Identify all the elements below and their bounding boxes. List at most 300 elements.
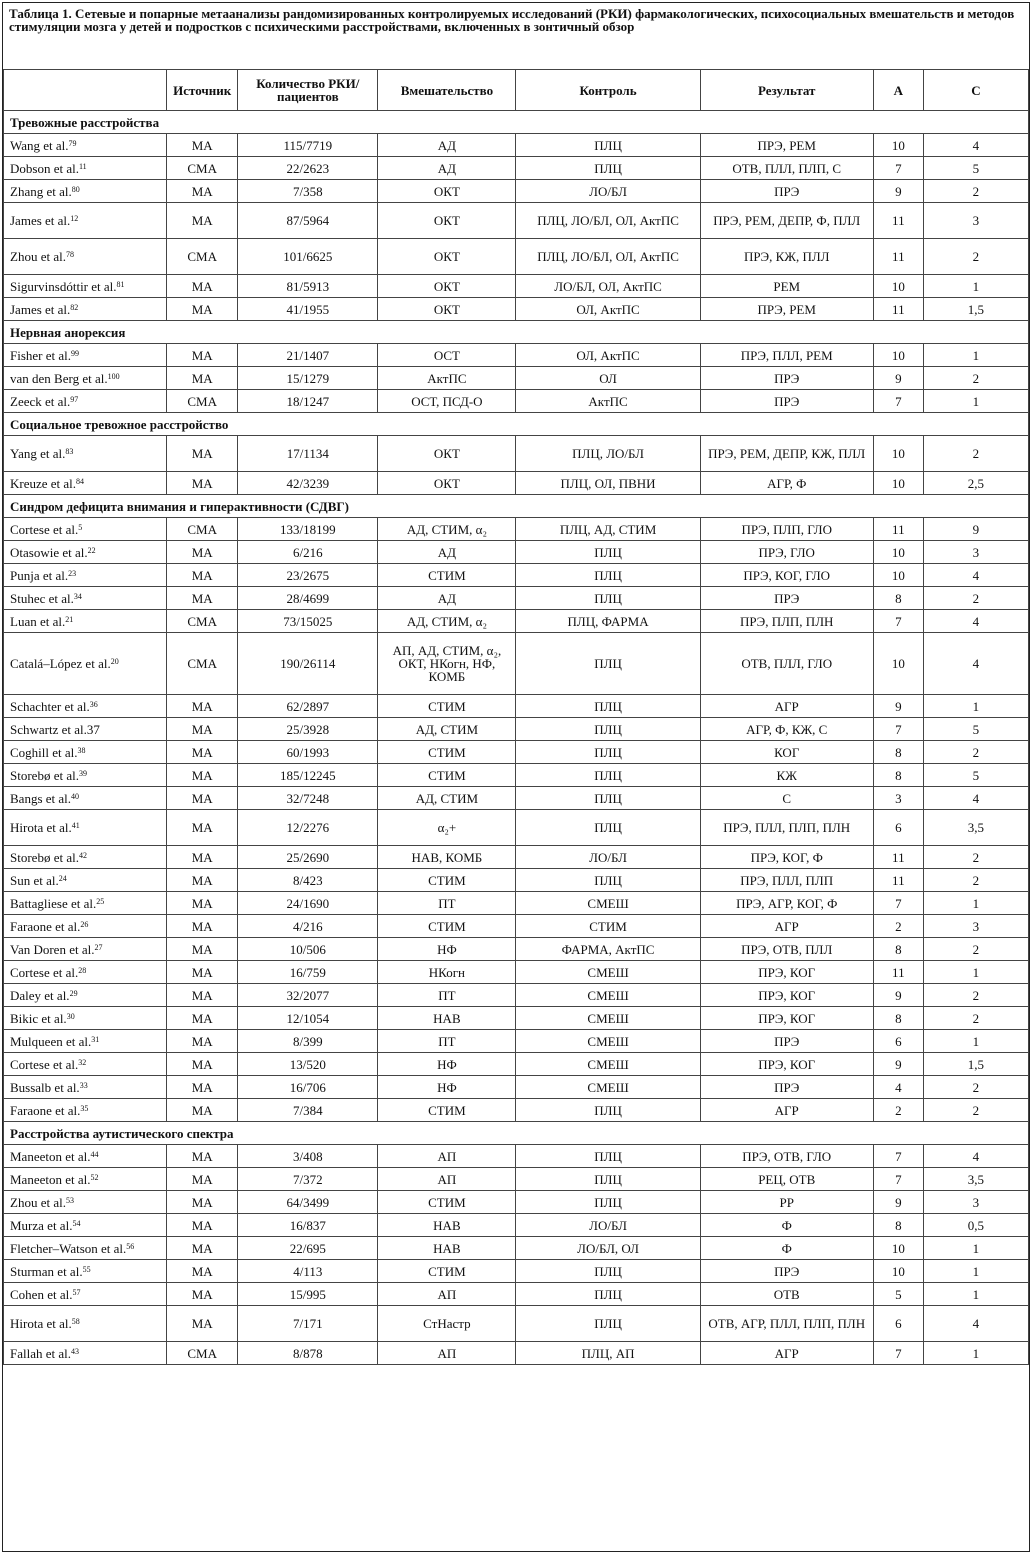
source-name: Catalá–López et al. bbox=[10, 656, 111, 671]
score-a-cell: 9 bbox=[873, 1191, 923, 1214]
source-name: James et al. bbox=[10, 213, 71, 228]
source-name: Faraone et al. bbox=[10, 918, 81, 934]
rct-patients-cell: 8/423 bbox=[238, 869, 378, 892]
source-cell bbox=[4, 564, 167, 587]
rct-patients-cell: 185/12245 bbox=[238, 764, 378, 787]
source-cell bbox=[4, 1237, 167, 1260]
analysis-type-cell: МА bbox=[167, 344, 238, 367]
intervention-cell: ОКТ bbox=[378, 180, 516, 203]
reference-number: 28 bbox=[78, 965, 87, 975]
source-name: Otasowie et al. bbox=[10, 544, 88, 560]
outcome-cell: ОТВ, АГР, ПЛЛ, ПЛП, ПЛН bbox=[700, 1306, 873, 1342]
reference-number: 79 bbox=[68, 138, 77, 148]
reference-number: 35 bbox=[80, 1103, 89, 1113]
source-cell bbox=[4, 787, 167, 810]
rct-patients-cell: 25/2690 bbox=[238, 846, 378, 869]
outcome-cell: АГР, Ф, КЖ, С bbox=[700, 718, 873, 741]
analysis-type-cell: МА bbox=[167, 1007, 238, 1030]
score-c-cell: 4 bbox=[923, 610, 1028, 633]
table-row bbox=[4, 1030, 1029, 1053]
score-a-cell: 11 bbox=[873, 518, 923, 541]
source-cell bbox=[4, 541, 167, 564]
analysis-type-cell: МА bbox=[167, 1145, 238, 1168]
intervention-cell: АД, СТИМ, α₂ bbox=[378, 610, 516, 633]
control-cell: ПЛЦ bbox=[516, 764, 700, 787]
source-cell bbox=[4, 633, 167, 695]
control-cell: СМЕШ bbox=[516, 892, 700, 915]
outcome-cell: АГР bbox=[700, 1342, 873, 1365]
source-name: Yang et al. bbox=[10, 446, 66, 461]
control-cell: ПЛЦ bbox=[516, 541, 700, 564]
source-cell bbox=[4, 610, 167, 633]
control-cell: ЛО/БЛ bbox=[516, 846, 700, 869]
outcome-cell: ПРЭ bbox=[700, 1260, 873, 1283]
score-c-cell: 4 bbox=[923, 1306, 1028, 1342]
score-c-cell: 1,5 bbox=[923, 1053, 1028, 1076]
intervention-cell: ОСТ, ПСД-О bbox=[378, 390, 516, 413]
score-a-cell: 11 bbox=[873, 203, 923, 239]
section-row bbox=[4, 321, 1029, 344]
analysis-type-cell: МА bbox=[167, 810, 238, 846]
outcome-cell: ПРЭ bbox=[700, 367, 873, 390]
intervention-cell: ОКТ bbox=[378, 298, 516, 321]
rct-patients-cell: 60/1993 bbox=[238, 741, 378, 764]
analysis-type-cell: МА bbox=[167, 1306, 238, 1342]
control-cell: СМЕШ bbox=[516, 1076, 700, 1099]
analysis-type-cell: МА bbox=[167, 436, 238, 472]
table-row bbox=[4, 846, 1029, 869]
intervention-cell: АД, СТИМ, α₂ bbox=[378, 518, 516, 541]
rct-patients-cell: 41/1955 bbox=[238, 298, 378, 321]
intervention-cell: НАВ bbox=[378, 1007, 516, 1030]
source-cell bbox=[4, 367, 167, 390]
source-cell bbox=[4, 961, 167, 984]
intervention-cell: СТИМ bbox=[378, 1191, 516, 1214]
analysis-type-cell: СМА bbox=[167, 390, 238, 413]
score-a-cell: 10 bbox=[873, 472, 923, 495]
control-cell: ФАРМА, АктПС bbox=[516, 938, 700, 961]
outcome-cell: Ф bbox=[700, 1214, 873, 1237]
outcome-cell: АГР, Ф bbox=[700, 472, 873, 495]
score-c-cell: 5 bbox=[923, 718, 1028, 741]
score-a-cell: 11 bbox=[873, 239, 923, 275]
source-cell bbox=[4, 892, 167, 915]
table-row bbox=[4, 157, 1029, 180]
outcome-cell: ПРЭ, РЕМ, ДЕПР, КЖ, ПЛЛ bbox=[700, 436, 873, 472]
analysis-type-cell: МА bbox=[167, 695, 238, 718]
outcome-cell: ПРЭ, КОГ, Ф bbox=[700, 846, 873, 869]
table-row bbox=[4, 633, 1029, 695]
source-cell bbox=[4, 741, 167, 764]
outcome-cell: КЖ bbox=[700, 764, 873, 787]
score-c-cell: 2,5 bbox=[923, 472, 1028, 495]
analysis-type-cell: МА bbox=[167, 938, 238, 961]
source-cell bbox=[4, 984, 167, 1007]
source-name: Schwartz et al.37 bbox=[10, 721, 100, 737]
table-row bbox=[4, 436, 1029, 472]
outcome-cell: ПРЭ, РЕМ, ДЕПР, Ф, ПЛЛ bbox=[700, 203, 873, 239]
reference-number: 11 bbox=[78, 161, 87, 171]
table-row bbox=[4, 1214, 1029, 1237]
rct-patients-cell: 22/695 bbox=[238, 1237, 378, 1260]
control-cell: ПЛЦ, ЛО/БЛ, ОЛ, АктПС bbox=[516, 239, 700, 275]
table-row bbox=[4, 134, 1029, 157]
source-cell bbox=[4, 1260, 167, 1283]
control-cell: ОЛ, АктПС bbox=[516, 344, 700, 367]
table-row bbox=[4, 1283, 1029, 1306]
source-cell bbox=[4, 275, 167, 298]
table-row bbox=[4, 344, 1029, 367]
source-cell bbox=[4, 1342, 167, 1365]
intervention-cell: НКогн bbox=[378, 961, 516, 984]
table-row bbox=[4, 298, 1029, 321]
intervention-cell: АП bbox=[378, 1168, 516, 1191]
table-row bbox=[4, 1342, 1029, 1365]
control-cell: ПЛЦ bbox=[516, 787, 700, 810]
intervention-cell: СТИМ bbox=[378, 1099, 516, 1122]
outcome-cell: ПРЭ bbox=[700, 587, 873, 610]
source-cell bbox=[4, 436, 167, 472]
score-a-cell: 8 bbox=[873, 1214, 923, 1237]
table-row bbox=[4, 915, 1029, 938]
reference-number: 99 bbox=[71, 348, 80, 358]
score-a-cell: 9 bbox=[873, 984, 923, 1007]
source-cell bbox=[4, 298, 167, 321]
intervention-cell: ПТ bbox=[378, 892, 516, 915]
score-a-cell: 11 bbox=[873, 298, 923, 321]
table-caption: Таблица 1. Сетевые и попарные метаанализы рандомизированных контролируемых исследований (РКИ) фармакологических, психосоциальных вмешательств и методов стимуляции мозга у детей и подростков с психическими расстройствами, включенных в зонтичный обзор bbox=[9, 6, 1015, 34]
source-cell bbox=[4, 764, 167, 787]
rct-patients-cell: 8/399 bbox=[238, 1030, 378, 1053]
source-name: Bikic et al. bbox=[10, 1010, 67, 1026]
rct-patients-cell: 115/7719 bbox=[238, 134, 378, 157]
rct-patients-cell: 13/520 bbox=[238, 1053, 378, 1076]
analysis-type-cell: МА bbox=[167, 1076, 238, 1099]
analysis-type-cell: МА bbox=[167, 1237, 238, 1260]
score-a-cell: 5 bbox=[873, 1283, 923, 1306]
score-c-cell: 5 bbox=[923, 764, 1028, 787]
source-cell bbox=[4, 718, 167, 741]
control-cell: ПЛЦ bbox=[516, 695, 700, 718]
source-cell bbox=[4, 938, 167, 961]
analysis-type-cell: МА bbox=[167, 892, 238, 915]
source-name: Sturman et al. bbox=[10, 1263, 83, 1279]
intervention-cell: АД bbox=[378, 541, 516, 564]
control-cell: ПЛЦ, ЛО/БЛ bbox=[516, 436, 700, 472]
control-cell: ПЛЦ bbox=[516, 1168, 700, 1191]
source-cell bbox=[4, 1053, 167, 1076]
header-cell: С bbox=[923, 70, 1028, 111]
control-cell: ПЛЦ bbox=[516, 1145, 700, 1168]
section-title: Тревожные расстройства bbox=[4, 111, 1029, 134]
source-name: Daley et al. bbox=[10, 987, 70, 1003]
outcome-cell: ПРЭ, КОГ bbox=[700, 1007, 873, 1030]
analysis-type-cell: МА bbox=[167, 984, 238, 1007]
score-c-cell: 4 bbox=[923, 134, 1028, 157]
analysis-type-cell: СМА bbox=[167, 239, 238, 275]
source-name: Cortese et al. bbox=[10, 1056, 79, 1072]
score-a-cell: 7 bbox=[873, 1342, 923, 1365]
analysis-type-cell: СМА bbox=[167, 518, 238, 541]
score-c-cell: 3,5 bbox=[923, 810, 1028, 846]
control-cell: ЛО/БЛ bbox=[516, 180, 700, 203]
score-c-cell: 2 bbox=[923, 367, 1028, 390]
intervention-cell: ОКТ bbox=[378, 436, 516, 472]
score-a-cell: 10 bbox=[873, 344, 923, 367]
rct-patients-cell: 7/171 bbox=[238, 1306, 378, 1342]
source-cell bbox=[4, 810, 167, 846]
intervention-cell: ОКТ bbox=[378, 472, 516, 495]
outcome-cell: ПРЭ, КОГ bbox=[700, 961, 873, 984]
table-row bbox=[4, 1260, 1029, 1283]
analysis-type-cell: СМА bbox=[167, 610, 238, 633]
score-a-cell: 7 bbox=[873, 1145, 923, 1168]
header-cell: А bbox=[873, 70, 923, 111]
section-row bbox=[4, 111, 1029, 134]
reference-number: 27 bbox=[94, 942, 103, 952]
source-cell bbox=[4, 1306, 167, 1342]
table-row bbox=[4, 564, 1029, 587]
outcome-cell: ПРЭ, РЕМ bbox=[700, 134, 873, 157]
source-cell bbox=[4, 180, 167, 203]
source-name: Cohen et al. bbox=[10, 1286, 73, 1302]
outcome-cell: ПРЭ, АГР, КОГ, Ф bbox=[700, 892, 873, 915]
analysis-type-cell: МА bbox=[167, 846, 238, 869]
score-a-cell: 8 bbox=[873, 741, 923, 764]
table-row bbox=[4, 938, 1029, 961]
source-name: Bangs et al. bbox=[10, 790, 72, 806]
score-a-cell: 9 bbox=[873, 695, 923, 718]
control-cell: АктПС bbox=[516, 390, 700, 413]
reference-number: 25 bbox=[96, 896, 105, 906]
outcome-cell: ОТВ, ПЛЛ, ГЛО bbox=[700, 633, 873, 695]
table-row bbox=[4, 810, 1029, 846]
intervention-cell: ОКТ bbox=[378, 239, 516, 275]
rct-patients-cell: 7/384 bbox=[238, 1099, 378, 1122]
source-name: Dobson et al. bbox=[10, 160, 79, 176]
intervention-cell: ОКТ bbox=[378, 275, 516, 298]
analysis-type-cell: МА bbox=[167, 587, 238, 610]
intervention-cell: СтНастр bbox=[378, 1306, 516, 1342]
intervention-cell: АД, СТИМ bbox=[378, 787, 516, 810]
score-c-cell: 3 bbox=[923, 203, 1028, 239]
analysis-type-cell: МА bbox=[167, 961, 238, 984]
analysis-type-cell: МА bbox=[167, 180, 238, 203]
rct-patients-cell: 87/5964 bbox=[238, 203, 378, 239]
analysis-type-cell: МА bbox=[167, 1030, 238, 1053]
source-name: Fisher et al. bbox=[10, 347, 72, 363]
score-c-cell: 4 bbox=[923, 1145, 1028, 1168]
control-cell: ПЛЦ bbox=[516, 1306, 700, 1342]
control-cell: ПЛЦ, ОЛ, ПВНИ bbox=[516, 472, 700, 495]
table-row bbox=[4, 1191, 1029, 1214]
source-cell bbox=[4, 1145, 167, 1168]
reference-number: 55 bbox=[82, 1264, 91, 1274]
table-row bbox=[4, 180, 1029, 203]
intervention-cell: НАВ bbox=[378, 1237, 516, 1260]
reference-number: 53 bbox=[65, 1195, 74, 1205]
score-c-cell: 4 bbox=[923, 787, 1028, 810]
section-row bbox=[4, 413, 1029, 436]
reference-number: 20 bbox=[110, 657, 119, 666]
intervention-cell: НАВ, КОМБ bbox=[378, 846, 516, 869]
score-a-cell: 11 bbox=[873, 869, 923, 892]
score-c-cell: 1 bbox=[923, 1260, 1028, 1283]
reference-number: 30 bbox=[66, 1011, 75, 1021]
rct-patients-cell: 16/759 bbox=[238, 961, 378, 984]
table-row bbox=[4, 892, 1029, 915]
source-name: Mulqueen et al. bbox=[10, 1033, 92, 1049]
outcome-cell: РЕМ bbox=[700, 275, 873, 298]
control-cell: ПЛЦ bbox=[516, 718, 700, 741]
control-cell: ПЛЦ, АП bbox=[516, 1342, 700, 1365]
rct-patients-cell: 190/26114 bbox=[238, 633, 378, 695]
score-c-cell: 1 bbox=[923, 1237, 1028, 1260]
table-row bbox=[4, 984, 1029, 1007]
rct-patients-cell: 62/2897 bbox=[238, 695, 378, 718]
source-cell bbox=[4, 518, 167, 541]
table-row bbox=[4, 1053, 1029, 1076]
control-cell: СМЕШ bbox=[516, 1053, 700, 1076]
rct-patients-cell: 22/2623 bbox=[238, 157, 378, 180]
intervention-cell: СТИМ bbox=[378, 915, 516, 938]
table-row bbox=[4, 869, 1029, 892]
table-header-row bbox=[4, 70, 1029, 111]
analysis-type-cell: МА bbox=[167, 1260, 238, 1283]
analysis-type-cell: МА bbox=[167, 298, 238, 321]
reference-number: 5 bbox=[78, 522, 83, 532]
rct-patients-cell: 28/4699 bbox=[238, 587, 378, 610]
score-c-cell: 2 bbox=[923, 180, 1028, 203]
source-name: Storebø et al. bbox=[10, 849, 79, 865]
outcome-cell: С bbox=[700, 787, 873, 810]
rct-patients-cell: 32/7248 bbox=[238, 787, 378, 810]
reference-number: 97 bbox=[70, 394, 79, 404]
control-cell: ОЛ bbox=[516, 367, 700, 390]
score-a-cell: 10 bbox=[873, 1260, 923, 1283]
reference-number: 41 bbox=[71, 821, 80, 830]
analysis-type-cell: МА bbox=[167, 541, 238, 564]
outcome-cell: ПРЭ, ОТВ, ПЛЛ bbox=[700, 938, 873, 961]
score-c-cell: 2 bbox=[923, 1007, 1028, 1030]
rct-patients-cell: 25/3928 bbox=[238, 718, 378, 741]
analysis-type-cell: МА bbox=[167, 1191, 238, 1214]
score-c-cell: 2 bbox=[923, 1076, 1028, 1099]
source-name: Wang et al. bbox=[10, 137, 69, 153]
score-a-cell: 2 bbox=[873, 915, 923, 938]
table-row bbox=[4, 1168, 1029, 1191]
table-row bbox=[4, 718, 1029, 741]
source-name: Cortese et al. bbox=[10, 964, 79, 980]
rct-patients-cell: 73/15025 bbox=[238, 610, 378, 633]
intervention-cell: НФ bbox=[378, 1053, 516, 1076]
document-page bbox=[2, 2, 1030, 1552]
source-cell bbox=[4, 239, 167, 275]
score-a-cell: 10 bbox=[873, 275, 923, 298]
rct-patients-cell: 16/837 bbox=[238, 1214, 378, 1237]
source-cell bbox=[4, 587, 167, 610]
table-row bbox=[4, 695, 1029, 718]
reference-number: 40 bbox=[71, 791, 80, 801]
intervention-cell: ОСТ bbox=[378, 344, 516, 367]
rct-patients-cell: 8/878 bbox=[238, 1342, 378, 1365]
control-cell: ПЛЦ bbox=[516, 810, 700, 846]
score-c-cell: 9 bbox=[923, 518, 1028, 541]
source-name: Luan et al. bbox=[10, 613, 66, 629]
intervention-cell: АктПС bbox=[378, 367, 516, 390]
header-cell: Вмешательство bbox=[378, 70, 516, 111]
source-cell bbox=[4, 695, 167, 718]
header-cell: Количество РКИ/пациентов bbox=[238, 70, 378, 111]
intervention-cell: СТИМ bbox=[378, 695, 516, 718]
source-name: Kreuze et al. bbox=[10, 475, 77, 491]
intervention-cell: α₂+ bbox=[378, 810, 516, 846]
control-cell: ПЛЦ bbox=[516, 157, 700, 180]
score-c-cell: 1 bbox=[923, 961, 1028, 984]
source-name: Maneeton et al. bbox=[10, 1148, 91, 1164]
intervention-cell: СТИМ bbox=[378, 741, 516, 764]
score-a-cell: 7 bbox=[873, 610, 923, 633]
rct-patients-cell: 7/372 bbox=[238, 1168, 378, 1191]
source-cell bbox=[4, 1030, 167, 1053]
source-name: Storebø et al. bbox=[10, 767, 79, 783]
table-row bbox=[4, 1007, 1029, 1030]
source-name: Faraone et al. bbox=[10, 1102, 81, 1118]
score-a-cell: 8 bbox=[873, 764, 923, 787]
outcome-cell: АГР bbox=[700, 915, 873, 938]
source-cell bbox=[4, 1007, 167, 1030]
source-name: Van Doren et al. bbox=[10, 941, 95, 957]
analysis-type-cell: МА bbox=[167, 915, 238, 938]
intervention-cell: ПТ bbox=[378, 1030, 516, 1053]
score-a-cell: 11 bbox=[873, 846, 923, 869]
outcome-cell: Ф bbox=[700, 1237, 873, 1260]
control-cell: ПЛЦ bbox=[516, 564, 700, 587]
reference-number: 54 bbox=[72, 1218, 81, 1228]
control-cell: ПЛЦ bbox=[516, 1191, 700, 1214]
table-row bbox=[4, 390, 1029, 413]
source-cell bbox=[4, 203, 167, 239]
outcome-cell: РЕЦ, ОТВ bbox=[700, 1168, 873, 1191]
score-c-cell: 1,5 bbox=[923, 298, 1028, 321]
rct-patients-cell: 64/3499 bbox=[238, 1191, 378, 1214]
score-a-cell: 11 bbox=[873, 961, 923, 984]
header-cell: Контроль bbox=[516, 70, 700, 111]
table-row bbox=[4, 741, 1029, 764]
score-a-cell: 6 bbox=[873, 1030, 923, 1053]
score-c-cell: 3 bbox=[923, 915, 1028, 938]
table-row bbox=[4, 203, 1029, 239]
rct-patients-cell: 10/506 bbox=[238, 938, 378, 961]
outcome-cell: ПРЭ, ПЛЛ, РЕМ bbox=[700, 344, 873, 367]
source-name: Battagliese et al. bbox=[10, 895, 97, 911]
section-row bbox=[4, 1122, 1029, 1145]
table-row bbox=[4, 367, 1029, 390]
table-row bbox=[4, 1099, 1029, 1122]
score-c-cell: 1 bbox=[923, 344, 1028, 367]
rct-patients-cell: 4/216 bbox=[238, 915, 378, 938]
analysis-type-cell: МА bbox=[167, 741, 238, 764]
intervention-cell: НАВ bbox=[378, 1214, 516, 1237]
analysis-type-cell: МА bbox=[167, 764, 238, 787]
section-row bbox=[4, 495, 1029, 518]
control-cell: ПЛЦ bbox=[516, 1283, 700, 1306]
intervention-cell: АП, АД, СТИМ, α₂, ОКТ, НКогн, НФ, КОМБ bbox=[378, 633, 516, 695]
control-cell: ПЛЦ bbox=[516, 741, 700, 764]
outcome-cell: ПРЭ bbox=[700, 180, 873, 203]
source-name: Sigurvinsdóttir et al. bbox=[10, 278, 117, 294]
score-c-cell: 1 bbox=[923, 1030, 1028, 1053]
